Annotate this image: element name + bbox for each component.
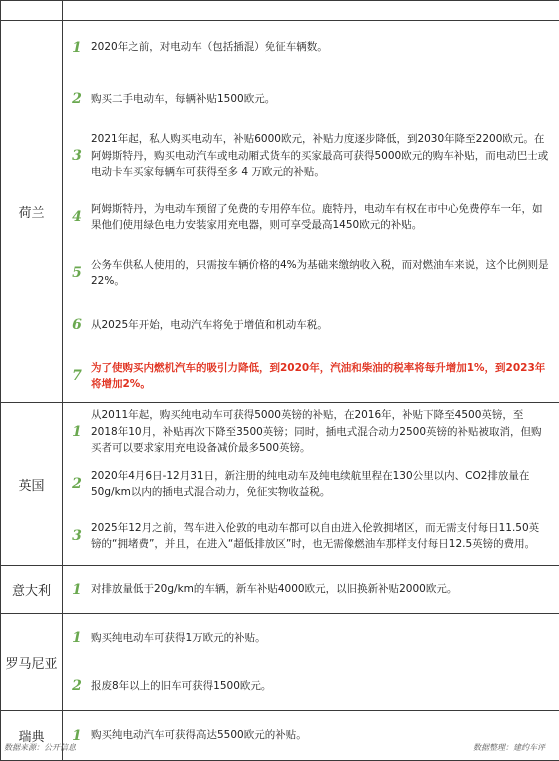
policy-item-highlight <box>63 350 559 402</box>
item-number: 3 <box>63 528 91 544</box>
item-number: 5 <box>63 265 91 281</box>
section-row-italy <box>1 566 559 614</box>
items-cell <box>63 614 559 711</box>
item-number: 2 <box>63 476 91 492</box>
item-text: 2021年起，私人购买电动车，补贴6000欧元，补贴力度逐步降低，到2030年降至2200欧元。在阿姆斯特丹，购买电动汽车或电动厢式货车的买家最高可获得5000欧元的购车补贴，而电动巴士或电动卡车买家每辆车可获得至多 4 万欧元的补贴。 <box>91 131 549 181</box>
country-cell: 罗马尼亚 <box>1 614 63 711</box>
item-number: 6 <box>63 317 91 333</box>
country-cell: 意大利 <box>1 566 63 614</box>
item-number: 1 <box>63 424 91 440</box>
policy-item <box>63 74 559 124</box>
section-row-continued <box>1 1 559 21</box>
item-text: 阿姆斯特丹，为电动车预留了免费的专用停车位。鹿特丹，电动车有权在市中心免费停车一年，如果他们使用绿色电力安装家用充电器，则可享受最高1450欧元的补贴。 <box>91 201 549 234</box>
item-text: 2020年之前，对电动车（包括插混）免征车辆数。 <box>91 39 549 56</box>
item-text: 购买纯电动汽车可获得高达5500欧元的补贴。 <box>91 727 549 744</box>
item-number: 4 <box>63 209 91 225</box>
item-text: 购买二手电动车，每辆补贴1500欧元。 <box>91 91 549 108</box>
policy-item <box>63 403 559 461</box>
item-text: 购买纯电动车可获得1万欧元的补贴。 <box>91 630 549 647</box>
items-cell <box>63 403 559 566</box>
item-text: 为了使购买内燃机汽车的吸引力降低，到2020年，汽油和柴油的税率将每升增加1%，到2023年将增加2%。 <box>91 360 549 393</box>
item-number: 7 <box>63 368 91 384</box>
policy-item <box>63 188 559 246</box>
item-number: 1 <box>63 40 91 56</box>
item-number: 1 <box>63 630 91 646</box>
policy-item <box>63 662 559 710</box>
country-cell: 英国 <box>1 403 63 566</box>
item-number: 2 <box>63 678 91 694</box>
items-cell <box>63 21 559 403</box>
items-cell <box>63 566 559 614</box>
policy-item <box>63 507 559 565</box>
item-text: 报废8年以上的旧车可获得1500欧元。 <box>91 678 549 695</box>
policy-item <box>63 246 559 300</box>
section-row-romania <box>1 614 559 711</box>
policy-item <box>63 614 559 662</box>
items-cell <box>63 1 559 21</box>
item-text: 从2025年开始，电动汽车将免于增值和机动车税。 <box>91 317 549 334</box>
country-cell: 瑞典 <box>1 711 63 761</box>
item-text: 公务车供私人使用的，只需按车辆价格的4%为基础来缴纳收入税，而对燃油车来说，这个比例则是22%。 <box>91 257 549 290</box>
item-number: 1 <box>63 728 91 744</box>
policy-item <box>63 461 559 507</box>
section-row-uk <box>1 403 559 566</box>
section-row-netherlands <box>1 21 559 403</box>
item-number: 2 <box>63 91 91 107</box>
policy-item <box>63 566 559 613</box>
country-cell <box>1 1 63 21</box>
policy-item <box>63 124 559 188</box>
country-cell: 荷兰 <box>1 21 63 403</box>
policy-item <box>63 300 559 350</box>
item-text: 从2011年起，购买纯电动车可获得5000英镑的补贴，在2016年，补贴下降至4500英镑，至2018年10月，补贴再次下降至3500英镑；同时，插电式混合动力2500英镑的补贴被取消，但购买者可以要求家用充电设备减价最多500英镑。 <box>91 407 549 457</box>
policy-item <box>63 21 559 74</box>
item-text: 2025年12月之前，驾车进入伦敦的电动车都可以自由进入伦敦拥堵区，而无需支付每日11.50英镑的“拥堵费”，并且，在进入“超低排放区”时，也无需像燃油车那样支付每日12.5英镑的费用。 <box>91 520 549 553</box>
footer <box>0 742 559 756</box>
item-text: 2020年4月6日-12月31日，新注册的纯电动车及纯电续航里程在130公里以内、CO2排放量在50g/km以内的插电式混合动力，免征实物收益税。 <box>91 468 549 501</box>
data-source-note: 数据来源：公开信息 <box>4 742 76 753</box>
item-number: 3 <box>63 148 91 164</box>
data-organizer-note: 数据整理：建约车评 <box>473 742 545 753</box>
item-number: 1 <box>63 582 91 598</box>
item-text: 对排放量低于20g/km的车辆，新车补贴4000欧元，以旧换新补贴2000欧元。 <box>91 581 549 598</box>
